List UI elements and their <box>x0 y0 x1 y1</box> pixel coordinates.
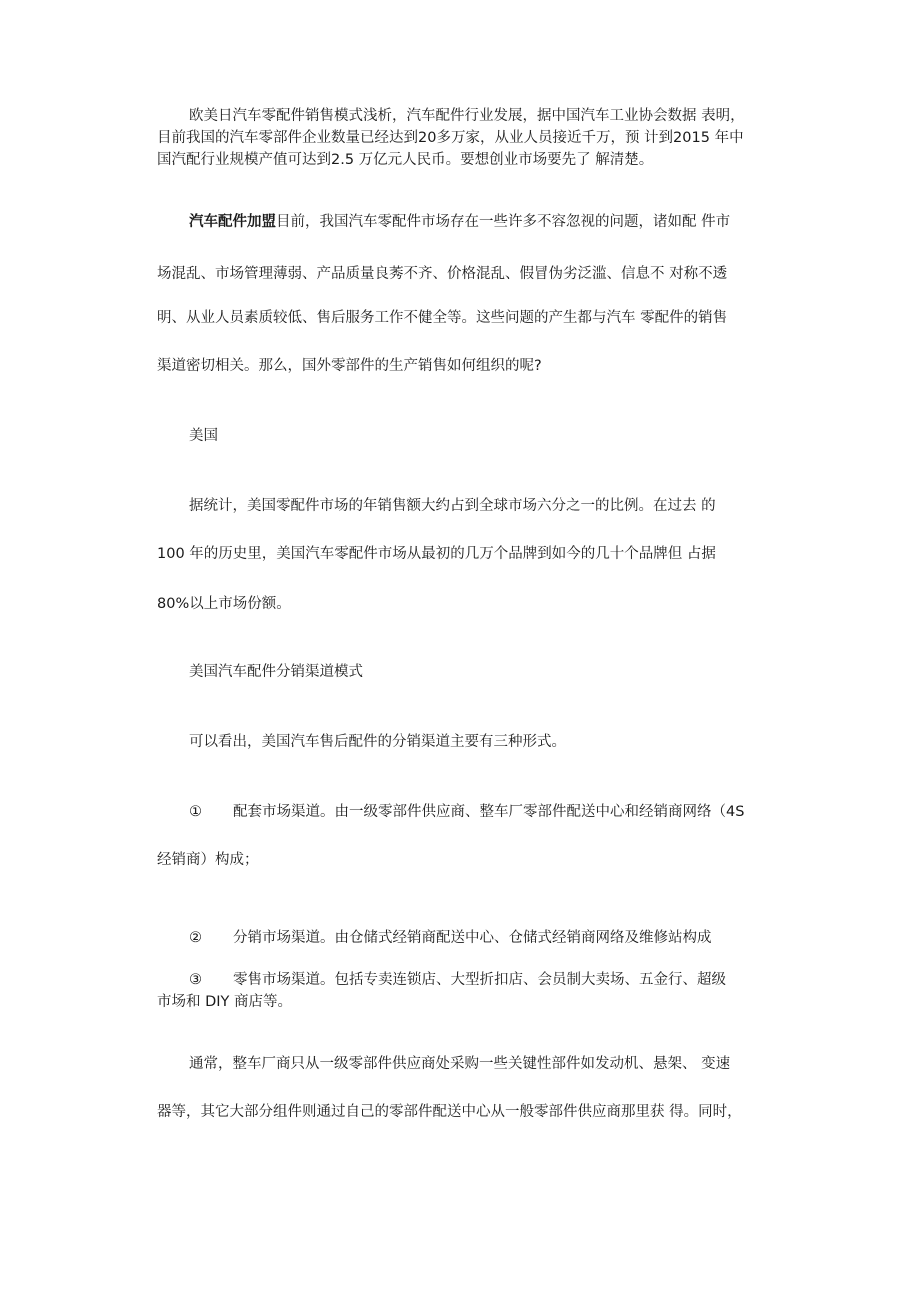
item-text-3: 零售市场渠道。包括专卖连锁店、大型折扣店、会员制大卖场、五金行、超级 <box>233 972 726 988</box>
usa-stats-line-2: 100 年的历史里，美国汽车零配件市场从最初的几万个品牌到如今的几十个品牌但 占据 <box>157 546 716 562</box>
problem-line-1 <box>157 212 809 232</box>
item-marker-2: ② <box>189 930 202 946</box>
problem-line-2: 场混乱、市场管理薄弱、产品质量良莠不齐、价格混乱、假冒伪劣泛滥、信息不 对称不透 <box>157 266 728 282</box>
channel-intro: 可以看出，美国汽车售后配件的分销渠道主要有三种形式。 <box>189 734 566 750</box>
list-item-2 <box>157 928 809 948</box>
list-item-1-cont: 经销商）构成； <box>157 852 259 868</box>
closing-line-2: 器等，其它大部分组件则通过自己的零部件配送中心从一般零部件供应商那里获 得。同时， <box>157 1104 742 1120</box>
usa-stats-line-3: 80%以上市场份额。 <box>157 596 291 612</box>
item-text-2: 分销市场渠道。由仓储式经销商配送中心、仓储式经销商网络及维修站构成 <box>233 930 712 946</box>
franchise-keyword: 汽车配件加盟 <box>189 214 276 230</box>
list-item-3 <box>157 970 809 990</box>
usa-stats-line-1: 据统计，美国零配件市场的年销售额大约占到全球市场六分之一的比例。在过去 的 <box>189 498 716 514</box>
problem-line-3: 明、从业人员素质较低、售后服务工作不健全等。这些问题的产生都与汽车 零配件的销售 <box>157 310 728 326</box>
item-marker-3: ③ <box>189 972 202 988</box>
item-text-1: 配套市场渠道。由一级零部件供应商、整车厂零部件配送中心和经销商网络（4S <box>233 804 745 820</box>
channel-heading: 美国汽车配件分销渠道模式 <box>189 664 363 680</box>
intro-line-3: 国汽配行业规模产值可达到2.5 万亿元人民币。要想创业市场要先了 解清楚。 <box>157 152 654 168</box>
list-item-3-cont: 市场和 DIY 商店等。 <box>157 994 293 1010</box>
intro-line-1: 欧美日汽车零配件销售模式浅析，汽车配件行业发展，据中国汽车工业协会数据 表明， <box>189 108 745 124</box>
list-item-1 <box>157 802 809 822</box>
problem-line-4: 渠道密切相关。那么，国外零部件的生产销售如何组织的呢? <box>157 358 542 374</box>
intro-line-2: 目前我国的汽车零部件企业数量已经达到20多万家，从业人员接近千万，预 计到2015 年中 <box>157 130 744 146</box>
item-marker-1: ① <box>189 804 202 820</box>
closing-line-1: 通常，整车厂商只从一级零部件供应商处采购一些关键性部件如发动机、悬架、 变速 <box>189 1056 731 1072</box>
problem-line-1-text: 目前，我国汽车零配件市场存在一些许多不容忽视的问题，诸如配 件市 <box>276 214 731 230</box>
usa-heading: 美国 <box>189 428 218 444</box>
